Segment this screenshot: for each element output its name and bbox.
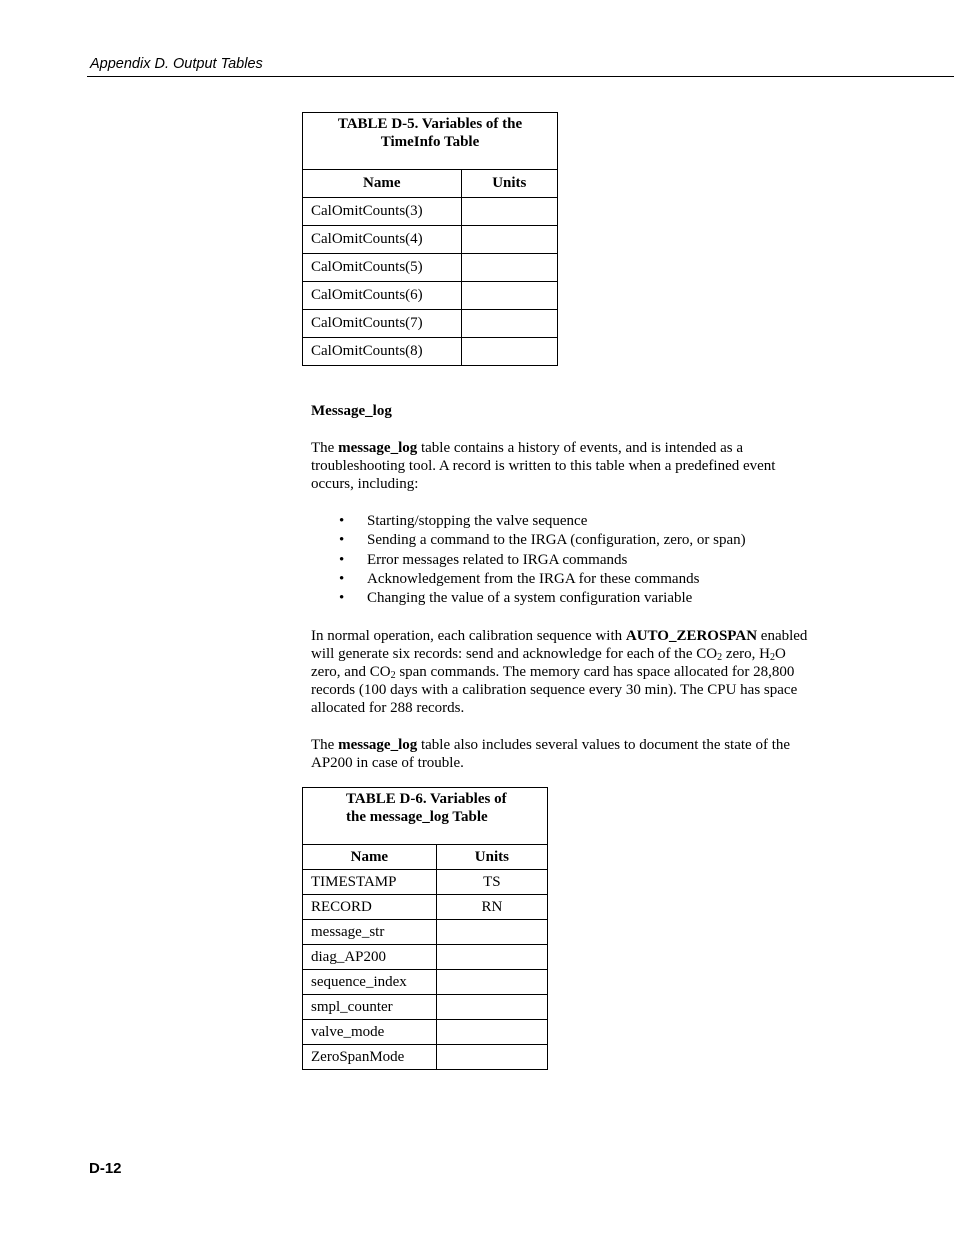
row-name: message_str xyxy=(303,920,437,945)
table-d6-col-name: Name xyxy=(303,845,437,870)
message-log-section xyxy=(311,402,811,772)
list-item xyxy=(311,589,811,608)
row-name: CalOmitCounts(5) xyxy=(303,254,462,282)
row-name: CalOmitCounts(3) xyxy=(303,198,462,226)
list-item xyxy=(311,512,811,531)
row-name: diag_AP200 xyxy=(303,945,437,970)
text: table contains a history of events, and is intended as a troubleshooting tool. A record is written to this table when a predefined event occurs, including: xyxy=(311,440,776,492)
row-units xyxy=(461,198,557,226)
subscript: 2 xyxy=(390,670,396,682)
row-name: sequence_index xyxy=(303,970,437,995)
row-units xyxy=(436,945,547,970)
event-list xyxy=(311,512,811,608)
row-units xyxy=(436,995,547,1020)
row-units xyxy=(461,338,557,366)
section-heading: Message_log xyxy=(311,403,392,419)
table-d5-col-units: Units xyxy=(461,170,557,198)
text: O zero, and CO xyxy=(311,646,786,681)
subscript: 2 xyxy=(770,652,776,664)
list-item xyxy=(311,570,811,589)
table-d6-caption xyxy=(303,788,548,845)
bullet-icon: • xyxy=(339,532,345,549)
bold-term: message_log xyxy=(338,440,418,456)
table-row xyxy=(303,338,558,366)
table-row xyxy=(303,970,548,995)
row-units xyxy=(461,282,557,310)
text: The xyxy=(311,440,339,456)
text: table also includes several values to document the state of the AP200 in case of trouble. xyxy=(311,737,791,772)
row-units xyxy=(461,310,557,338)
header-rule xyxy=(87,76,954,77)
list-item xyxy=(311,531,811,550)
bold-term: message_log xyxy=(338,737,418,754)
row-units xyxy=(436,970,547,995)
table-row xyxy=(303,945,548,970)
row-units xyxy=(436,1020,547,1045)
running-header: Appendix D. Output Tables xyxy=(90,56,263,72)
text: In normal operation, each calibration sequence with xyxy=(311,628,626,645)
row-name: CalOmitCounts(4) xyxy=(303,226,462,254)
table-row xyxy=(303,254,558,282)
table-row xyxy=(303,226,558,254)
paragraph-state-values xyxy=(311,736,811,772)
paragraph-normal-operation xyxy=(311,627,811,717)
table-row xyxy=(303,870,548,895)
row-name: RECORD xyxy=(303,895,437,920)
page-number: D-12 xyxy=(89,1160,122,1177)
row-units xyxy=(461,226,557,254)
bullet-icon: • xyxy=(339,513,345,529)
table-row xyxy=(303,310,558,338)
row-name: ZeroSpanMode xyxy=(303,1045,437,1070)
paragraph-intro xyxy=(311,439,811,493)
list-item xyxy=(311,551,811,570)
table-d5-caption-line1: TABLE D-5. Variables of the xyxy=(337,116,523,132)
text: span commands. The memory card has space allocated for 28,800 records (100 days with a calibration sequence every 30 min). The CPU has space allocated for 288 records. xyxy=(311,664,798,717)
text: enabled will generate six records: send and acknowledge for each of the CO xyxy=(311,628,808,663)
list-item-text: Starting/stopping the valve sequence xyxy=(367,513,588,529)
bullet-icon: • xyxy=(339,551,345,568)
table-row xyxy=(303,198,558,226)
list-item-text: Error messages related to IRGA commands xyxy=(367,551,628,568)
table-d5 xyxy=(302,112,558,366)
list-item-text: Changing the value of a system configuration variable xyxy=(367,590,693,607)
row-name: CalOmitCounts(7) xyxy=(303,310,462,338)
row-units: RN xyxy=(436,895,547,920)
row-units: TS xyxy=(436,870,547,895)
row-name: CalOmitCounts(8) xyxy=(303,338,462,366)
table-row xyxy=(303,895,548,920)
table-row xyxy=(303,995,548,1020)
row-name: CalOmitCounts(6) xyxy=(303,282,462,310)
table-d5-caption xyxy=(303,113,558,170)
table-row xyxy=(303,1020,548,1045)
text: The xyxy=(311,737,339,754)
table-row xyxy=(303,282,558,310)
bullet-icon: • xyxy=(339,590,345,607)
row-units xyxy=(436,1045,547,1070)
list-item-text: Sending a command to the IRGA (configuration, zero, or span) xyxy=(367,532,746,549)
table-d5-col-name: Name xyxy=(303,170,462,198)
subscript: 2 xyxy=(717,652,723,664)
table-row xyxy=(303,1045,548,1070)
table-row xyxy=(303,920,548,945)
bullet-icon: • xyxy=(339,570,345,587)
bold-term: AUTO_ZEROSPAN xyxy=(625,628,758,645)
row-name: TIMESTAMP xyxy=(303,870,437,895)
row-name: valve_mode xyxy=(303,1020,437,1045)
table-d6-caption-line2: the message_log Table xyxy=(346,809,488,825)
table-d6 xyxy=(302,787,548,1070)
table-d6-caption-line1: TABLE D-6. Variables of xyxy=(346,791,507,807)
table-d6-col-units: Units xyxy=(436,845,547,870)
row-units xyxy=(436,920,547,945)
row-name: smpl_counter xyxy=(303,995,437,1020)
text: zero, H xyxy=(722,646,771,663)
row-units xyxy=(461,254,557,282)
list-item-text: Acknowledgement from the IRGA for these commands xyxy=(367,570,700,587)
table-d5-caption-line2: TimeInfo Table xyxy=(380,134,480,150)
